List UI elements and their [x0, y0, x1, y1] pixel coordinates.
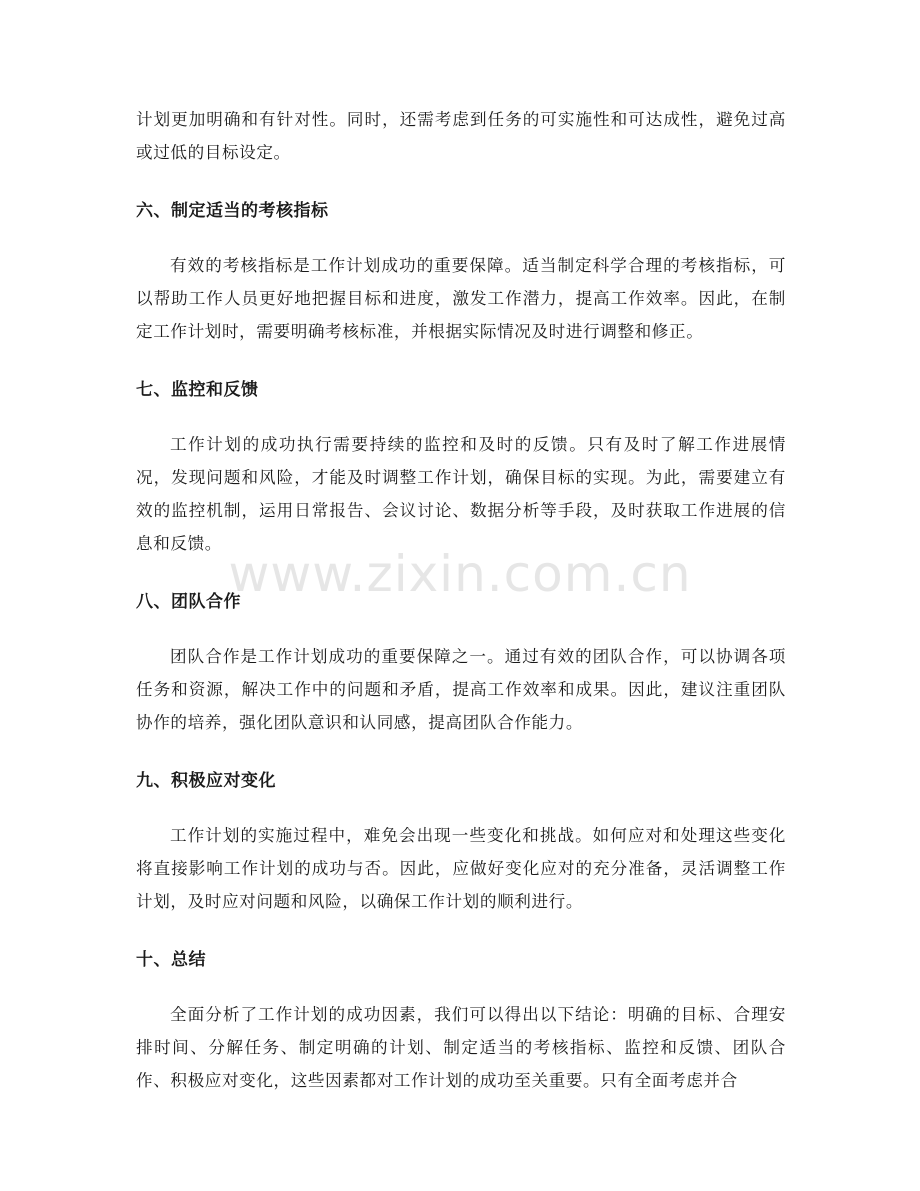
document-body: [136, 103, 786, 1097]
spacer: [136, 798, 786, 819]
section-body-7: 工作计划的成功执行需要持续的监控和及时的反馈。只有及时了解工作进展情况，发现问题和风险，才能及时调整工作计划，确保目标的实现。为此，需要建立有效的监控机制，运用日常报告、会议讨论、数据分析等手段，及时获取工作进展的信息和反馈。: [136, 435, 786, 553]
intro-paragraph: 计划更加明确和有针对性。同时，还需考虑到任务的可实施性和可达成性，避免过高或过低的目标设定。: [136, 110, 786, 162]
section-heading-8: 八、团队合作: [136, 592, 241, 612]
spacer: [136, 918, 786, 944]
section-heading-9: 九、积极应对变化: [136, 771, 276, 791]
section-heading-6: 六、制定适当的考核指标: [136, 201, 329, 221]
spacer: [136, 228, 786, 249]
section-heading-10: 十、总结: [136, 950, 206, 970]
section-body-6: 有效的考核指标是工作计划成功的重要保障。适当制定科学合理的考核指标，可以帮助工作人员更好地把握目标和进度，激发工作潜力，提高工作效率。因此，在制定工作计划时，需要明确考核标准，并根据实际情况及时进行调整和修正。: [136, 256, 786, 341]
watermark-text: www.zixin.com.cn: [228, 545, 692, 603]
section-body-8: 团队合作是工作计划成功的重要保障之一。通过有效的团队合作，可以协调各项任务和资源，解决工作中的问题和矛盾，提高工作效率和成果。因此，建议注重团队协作的培养，强化团队意识和认同感，提高团队合作能力。: [136, 647, 786, 732]
spacer: [136, 348, 786, 374]
spacer: [136, 407, 786, 428]
spacer: [136, 560, 786, 586]
spacer: [136, 977, 786, 998]
spacer: [136, 739, 786, 765]
spacer: [136, 619, 786, 640]
section-heading-7: 七、监控和反馈: [136, 380, 259, 400]
spacer: [136, 169, 786, 195]
section-body-9: 工作计划的实施过程中，难免会出现一些变化和挑战。如何应对和处理这些变化将直接影响工作计划的成功与否。因此，应做好变化应对的充分准备，灵活调整工作计划，及时应对问题和风险，以确保工作计划的顺利进行。: [136, 826, 786, 911]
section-body-10: 全面分析了工作计划的成功因素，我们可以得出以下结论：明确的目标、合理安排时间、分解任务、制定明确的计划、制定适当的考核指标、监控和反馈、团队合作、积极应对变化，这些因素都对工作计划的成功至关重要。只有全面考虑并合: [136, 1005, 786, 1090]
